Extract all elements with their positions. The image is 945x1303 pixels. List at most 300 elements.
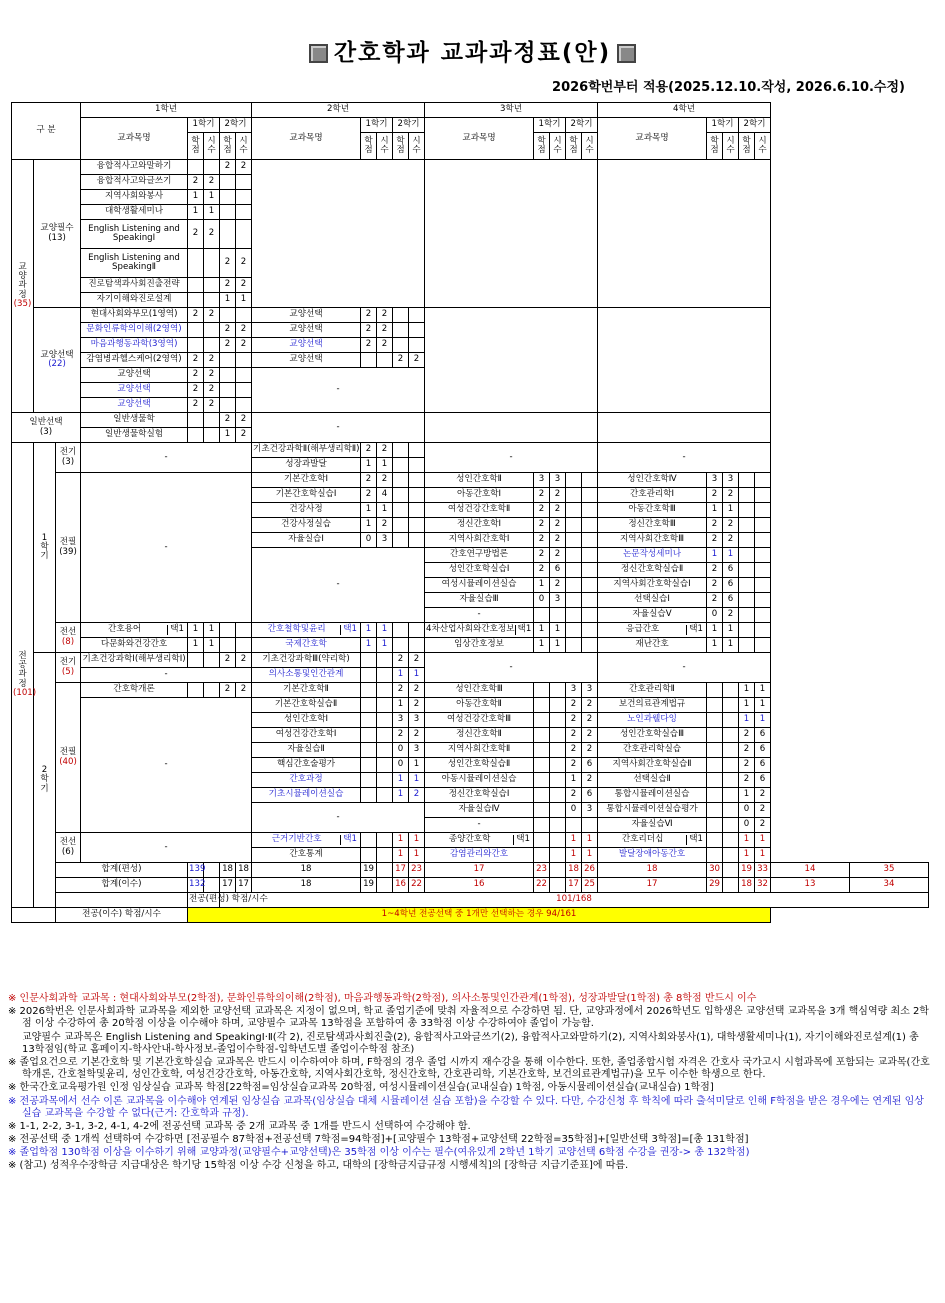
total-cell: 18 (252, 863, 361, 878)
course-credit: 1 (393, 773, 409, 788)
choose-one-mark: 택1 (686, 625, 705, 634)
total-spacer (550, 863, 566, 878)
course-credit: 2 (534, 503, 550, 518)
course-credit (534, 728, 550, 743)
course-credit (707, 713, 723, 728)
course-name: English Listening and SpeakingⅡ (81, 249, 188, 278)
course-credit: 1 (409, 833, 425, 848)
course-credit: 2 (377, 518, 393, 533)
course-credit (220, 308, 236, 323)
course-credit (361, 773, 377, 788)
course-credit (377, 773, 393, 788)
course-credit: 1 (377, 503, 393, 518)
choose-one-mark: 택1 (340, 835, 359, 844)
course-name: 통합시뮬레이션실습 (598, 788, 707, 803)
course-credit: 1 (755, 848, 771, 863)
header-sem2: 2학기 (566, 118, 598, 133)
course-credit: 2 (723, 608, 739, 623)
empty-block: - (81, 698, 252, 833)
total-cell: 18 (739, 878, 755, 893)
course-credit (393, 533, 409, 548)
empty-block: - (425, 653, 598, 683)
course-credit (755, 563, 771, 578)
course-credit (723, 698, 739, 713)
course-credit: 6 (723, 578, 739, 593)
course-credit: 2 (534, 488, 550, 503)
course-name: 발달장애아동간호 (598, 848, 707, 863)
course-credit: 1 (707, 623, 723, 638)
course-credit (188, 249, 204, 278)
course-credit: 2 (739, 758, 755, 773)
course-credit: 1 (393, 788, 409, 803)
total-cell: 14 (771, 863, 850, 878)
course-credit: 2 (409, 353, 425, 368)
empty-block: - (81, 473, 252, 623)
course-name: 노인과웰다잉 (598, 713, 707, 728)
course-credit (723, 788, 739, 803)
course-credit (550, 773, 566, 788)
course-credit (707, 683, 723, 698)
total-spacer (723, 863, 739, 878)
course-credit: 3 (393, 713, 409, 728)
course-credit (220, 368, 236, 383)
course-credit (534, 698, 550, 713)
course-credit: 2 (409, 653, 425, 668)
course-credit (534, 833, 550, 848)
course-credit: 2 (220, 338, 236, 353)
course-credit: 1 (377, 623, 393, 638)
course-name: 간호용어 택1 (81, 623, 188, 638)
course-credit (409, 458, 425, 473)
course-credit: 2 (377, 443, 393, 458)
note-item: ※ (참고) 성적우수장학금 지급대상은 학기당 15학점 이상 수강 신청을 하고, 대학의 [장학금지급규정 시행세칙]의 [장학금 지급기준표]에 따름. (8, 1160, 629, 1172)
course-credit: 2 (361, 488, 377, 503)
empty-block (252, 160, 425, 308)
course-credit: 1 (723, 503, 739, 518)
course-credit (582, 533, 598, 548)
note-item: ※ 전공과목에서 선수 이론 교과목을 이수해야 연계된 임상실습 교과목(임상실습 대체 시뮬레이션 실습 포함)을 수강할 수 있다. 다만, 수강신청 후 학칙에 따라 출석미달로 인해 F학점을 받은 경우에는 연계된 임상실습 교과목을 수강할 수 없다(근거: 간호학과 규정). (8, 1095, 924, 1119)
course-credit (236, 398, 252, 413)
course-credit: 3 (377, 533, 393, 548)
header-year: 1학년 (81, 103, 252, 118)
course-name: 교양선택 (252, 353, 361, 368)
course-credit: 2 (220, 323, 236, 338)
course-credit (550, 608, 566, 623)
total-spacer (204, 863, 220, 878)
course-credit: 1 (723, 548, 739, 563)
course-credit (188, 160, 204, 175)
course-credit (409, 518, 425, 533)
course-credit (566, 818, 582, 833)
course-name: 아동간호학Ⅰ (425, 488, 534, 503)
course-credit: 0 (393, 743, 409, 758)
course-credit: 2 (204, 175, 220, 190)
course-credit (550, 788, 566, 803)
course-credit: 2 (204, 368, 220, 383)
course-credit: 2 (566, 698, 582, 713)
course-credit: 1 (377, 458, 393, 473)
course-credit (566, 638, 582, 653)
course-credit: 6 (755, 773, 771, 788)
course-credit: 1 (534, 578, 550, 593)
header-unit: 시 수 (582, 133, 598, 160)
empty-block: - (252, 803, 425, 833)
course-credit (393, 488, 409, 503)
course-credit: 1 (204, 190, 220, 205)
course-credit: 2 (188, 368, 204, 383)
course-credit (188, 683, 204, 698)
course-credit (236, 220, 252, 249)
course-credit (566, 533, 582, 548)
course-credit: 2 (739, 728, 755, 743)
course-name: English Listening and SpeakingⅠ (81, 220, 188, 249)
course-credit: 2 (220, 160, 236, 175)
course-credit: 3 (534, 473, 550, 488)
course-credit: 2 (755, 803, 771, 818)
course-credit: 2 (550, 578, 566, 593)
course-credit: 0 (739, 818, 755, 833)
course-credit: 1 (393, 848, 409, 863)
course-credit: 1 (755, 833, 771, 848)
course-name: 보건의료관계법규 (598, 698, 707, 713)
course-credit: 1 (361, 638, 377, 653)
header-sem1: 1학기 (188, 118, 220, 133)
header-sem2: 2학기 (739, 118, 771, 133)
course-credit (236, 638, 252, 653)
course-credit (377, 713, 393, 728)
course-credit: 1 (739, 683, 755, 698)
course-credit: 1 (755, 683, 771, 698)
empty-block: - (252, 413, 425, 443)
course-name: 지역사회간호학Ⅰ (425, 533, 534, 548)
course-credit: 2 (236, 323, 252, 338)
empty-block (425, 160, 598, 308)
course-credit: 6 (755, 743, 771, 758)
course-credit: 2 (236, 160, 252, 175)
course-credit (707, 788, 723, 803)
course-credit (361, 653, 377, 668)
total-cell: 18 (236, 863, 252, 878)
course-credit (188, 278, 204, 293)
course-credit (361, 713, 377, 728)
course-credit: 2 (582, 698, 598, 713)
total-cell: 17 (425, 863, 534, 878)
course-credit: 3 (550, 593, 566, 608)
course-credit (534, 773, 550, 788)
course-name: 기초시뮬레이션실습 (252, 788, 361, 803)
course-credit (377, 848, 393, 863)
course-credit (236, 190, 252, 205)
course-name: 일반생물학실험 (81, 428, 188, 443)
course-credit (739, 623, 755, 638)
course-credit (361, 788, 377, 803)
course-name: 아동시뮬레이션실습 (425, 773, 534, 788)
note-item: ※ 2026학번은 인문사회과학 교과목을 제외한 교양선택 교과목은 지정이 없으며, 학교 졸업기준에 맞춰 자율적으로 수강하면 됨. 단, 교양과정에서 2026학년도 입학생은 교양선택 교과목을 3개 핵심역량 최소 2학점 이상 수강하여 총 20학점 이상을 이수해야 하며, 교양필수 교과목 13학점을 포함하여 총 33학점 이상 수강하여야 졸업이 가능함. (8, 1006, 929, 1030)
course-credit: 2 (236, 428, 252, 443)
empty-block (598, 308, 771, 413)
course-credit: 1 (739, 848, 755, 863)
header-sem2: 2학기 (393, 118, 425, 133)
course-credit (220, 383, 236, 398)
course-credit (707, 728, 723, 743)
header-course: 교과목명 (252, 118, 361, 160)
course-credit: 2 (377, 308, 393, 323)
course-credit (188, 428, 204, 443)
course-credit: 2 (220, 683, 236, 698)
course-name: 건강사정실습 (252, 518, 361, 533)
course-credit (707, 758, 723, 773)
course-credit (204, 653, 220, 668)
course-credit: 1 (409, 668, 425, 683)
course-credit: 0 (393, 758, 409, 773)
course-credit (361, 743, 377, 758)
course-name: 다문화와건강간호 (81, 638, 188, 653)
course-credit (236, 623, 252, 638)
course-name: 성인간호학실습Ⅲ (598, 728, 707, 743)
course-credit: 1 (566, 833, 582, 848)
course-credit (566, 503, 582, 518)
course-credit: 2 (236, 653, 252, 668)
course-credit: 2 (220, 653, 236, 668)
course-credit (707, 833, 723, 848)
course-name: 간호관리학실습 (598, 743, 707, 758)
course-credit (236, 353, 252, 368)
course-credit (723, 728, 739, 743)
course-credit: 1 (707, 548, 723, 563)
course-credit: 2 (707, 488, 723, 503)
course-credit: 2 (707, 578, 723, 593)
course-credit: 2 (361, 308, 377, 323)
empty-block: - (81, 833, 252, 863)
course-name: 간호리더십 택1 (598, 833, 707, 848)
course-credit: 2 (550, 488, 566, 503)
course-credit (550, 713, 566, 728)
course-credit (220, 205, 236, 220)
jp2-label: 전필 (40) (56, 683, 81, 833)
course-credit (582, 563, 598, 578)
course-credit: 1 (188, 638, 204, 653)
course-credit (534, 743, 550, 758)
course-credit: 2 (582, 713, 598, 728)
course-credit (723, 833, 739, 848)
course-credit (377, 653, 393, 668)
course-credit (188, 653, 204, 668)
course-credit: 2 (204, 383, 220, 398)
course-credit: 0 (707, 608, 723, 623)
course-credit: 2 (566, 788, 582, 803)
header-unit: 학 점 (739, 133, 755, 160)
course-credit (550, 818, 566, 833)
js1-label: 전선 (8) (56, 623, 81, 653)
course-name: 지역사회간호학Ⅲ (598, 533, 707, 548)
course-credit (739, 578, 755, 593)
course-credit (377, 353, 393, 368)
course-credit (393, 623, 409, 638)
course-credit: 2 (550, 503, 566, 518)
course-credit (361, 833, 377, 848)
gen-sel-label: 일반선택 (3) (12, 413, 81, 443)
course-credit: 1 (723, 623, 739, 638)
course-name: 성인간호학Ⅱ (425, 473, 534, 488)
course-credit (204, 249, 220, 278)
total-label: 전공(편성) 학점/시수 (188, 893, 220, 908)
header-unit: 학 점 (707, 133, 723, 160)
course-name: - (425, 818, 534, 833)
course-name: 여성건강간호학Ⅱ (425, 503, 534, 518)
square-bullet-icon (309, 44, 328, 63)
course-credit: 1 (236, 293, 252, 308)
course-credit (220, 175, 236, 190)
course-credit (582, 518, 598, 533)
header-unit: 학 점 (534, 133, 550, 160)
course-name: 일반생물학 (81, 413, 188, 428)
course-credit (739, 608, 755, 623)
header-sem2: 2학기 (220, 118, 252, 133)
course-credit (534, 608, 550, 623)
course-credit: 1 (739, 713, 755, 728)
course-credit (409, 533, 425, 548)
course-name: 종양간호학 택1 (425, 833, 534, 848)
course-credit (188, 338, 204, 353)
total-label: 전공(이수) 학점/시수 (56, 908, 188, 923)
total-cell: 35 (850, 863, 929, 878)
course-credit: 0 (534, 593, 550, 608)
total-cell: 16 (425, 878, 534, 893)
course-name: 지역사회간호학실습Ⅰ (598, 578, 707, 593)
total-value: 139 (188, 863, 204, 878)
course-name: 자율실습Ⅵ (598, 818, 707, 833)
course-name: 대학생활세미나 (81, 205, 188, 220)
course-credit (393, 638, 409, 653)
total-cell: 34 (850, 878, 929, 893)
empty-block: - (598, 443, 771, 473)
course-credit: 2 (723, 533, 739, 548)
course-credit (739, 503, 755, 518)
course-credit: 2 (393, 653, 409, 668)
course-credit (550, 683, 566, 698)
total-spacer (723, 878, 739, 893)
liberal-group: 교 양 과 정 (35) (12, 160, 34, 413)
course-credit (739, 488, 755, 503)
course-credit: 2 (393, 728, 409, 743)
course-credit (566, 548, 582, 563)
course-name: 여성건강간호학Ⅲ (425, 713, 534, 728)
course-name: 국제간호학 (252, 638, 361, 653)
course-credit (361, 668, 377, 683)
course-credit (204, 323, 220, 338)
course-credit (566, 563, 582, 578)
header-unit: 학 점 (188, 133, 204, 160)
course-credit: 2 (220, 413, 236, 428)
course-credit: 2 (566, 758, 582, 773)
course-credit: 2 (707, 563, 723, 578)
course-credit (755, 548, 771, 563)
course-credit: 1 (550, 638, 566, 653)
course-credit (377, 668, 393, 683)
header-course: 교과목명 (425, 118, 534, 160)
course-credit: 2 (204, 220, 220, 249)
empty-block (425, 413, 598, 443)
course-name: 교양선택 (81, 398, 188, 413)
course-credit (723, 683, 739, 698)
course-credit: 2 (534, 548, 550, 563)
course-name: 교양선택 (252, 308, 361, 323)
course-credit (739, 533, 755, 548)
course-name: 간호관리학Ⅱ (598, 683, 707, 698)
course-name: 자기이해와진로설계 (81, 293, 188, 308)
course-credit (377, 833, 393, 848)
header-unit: 시 수 (377, 133, 393, 160)
course-credit (582, 608, 598, 623)
course-credit: 6 (723, 563, 739, 578)
course-credit (361, 728, 377, 743)
total-cell: 23 (534, 863, 550, 878)
course-credit (566, 488, 582, 503)
jg2-label: 전기 (5) (56, 653, 81, 683)
course-credit: 2 (220, 249, 236, 278)
course-name: 자율실습Ⅱ (252, 743, 361, 758)
course-credit: 3 (409, 713, 425, 728)
course-name: 지역사회간호학실습Ⅱ (598, 758, 707, 773)
course-credit (739, 593, 755, 608)
course-credit (409, 323, 425, 338)
course-credit: 2 (550, 533, 566, 548)
course-credit: 2 (582, 773, 598, 788)
sem1-label: 1 학 기 (34, 443, 56, 653)
course-credit: 2 (188, 175, 204, 190)
course-credit: 1 (755, 713, 771, 728)
total-cell: 17 (220, 878, 236, 893)
course-credit (707, 773, 723, 788)
course-credit (236, 205, 252, 220)
total-cell: 32 (755, 878, 771, 893)
course-credit (723, 848, 739, 863)
course-credit (534, 713, 550, 728)
course-credit (550, 848, 566, 863)
course-credit (550, 743, 566, 758)
course-credit: 1 (393, 833, 409, 848)
total-blank (56, 893, 188, 908)
square-bullet-icon (617, 44, 636, 63)
course-credit (707, 743, 723, 758)
lib-req-label: 교양필수 (13) (34, 160, 81, 308)
course-credit: 2 (550, 548, 566, 563)
course-credit: 0 (739, 803, 755, 818)
total-cell: 22 (534, 878, 550, 893)
course-credit (707, 803, 723, 818)
course-credit: 2 (409, 788, 425, 803)
course-name: 여성시뮬레이션실습 (425, 578, 534, 593)
course-credit: 1 (377, 638, 393, 653)
note-item: ※ 전공선택 중 1개씩 선택하여 수강하면 [전공필수 87학점+전공선택 7학점=94학점]+[교양필수 13학점+교양선택 22학점=35학점]+[일반선택 3학점]=[총 131학점] (8, 1134, 749, 1146)
total-cell: 17 (393, 863, 409, 878)
course-credit: 0 (361, 533, 377, 548)
course-credit: 2 (220, 278, 236, 293)
header-year: 3학년 (425, 103, 598, 118)
course-credit: 2 (236, 249, 252, 278)
course-credit (755, 488, 771, 503)
total-label: 합계(편성) (56, 863, 188, 878)
course-credit (723, 713, 739, 728)
course-credit (550, 803, 566, 818)
course-credit (361, 758, 377, 773)
course-credit (393, 308, 409, 323)
course-credit (409, 503, 425, 518)
total-cell: 29 (707, 878, 723, 893)
total-spacer (377, 863, 393, 878)
course-credit (755, 578, 771, 593)
course-credit (534, 803, 550, 818)
